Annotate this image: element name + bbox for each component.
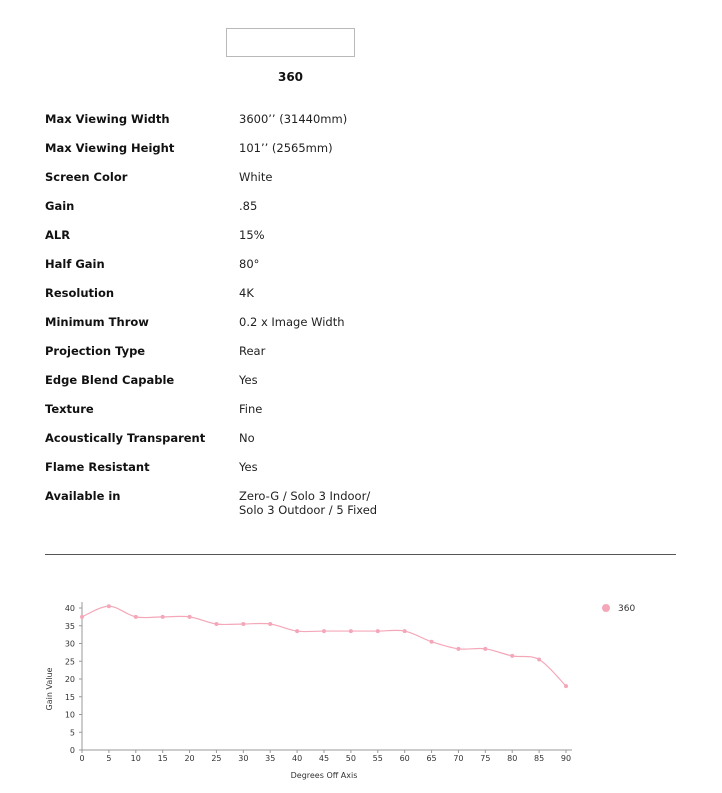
data-point	[483, 647, 487, 651]
x-tick-label: 25	[211, 754, 222, 763]
data-point	[80, 615, 84, 619]
spec-row-projection-type	[45, 344, 685, 373]
spec-label: Resolution	[45, 286, 115, 300]
spec-label: Available in	[45, 489, 121, 503]
product-name: 360	[277, 70, 304, 84]
spec-row-available-in	[45, 489, 685, 518]
spec-value: White	[239, 170, 273, 184]
x-tick-label: 20	[184, 754, 195, 763]
spec-label: Edge Blend Capable	[45, 373, 175, 387]
y-tick-label: 0	[69, 746, 75, 755]
y-tick-label: 15	[64, 692, 75, 702]
data-point	[403, 629, 407, 633]
spec-value: 101’’ (2565mm)	[239, 141, 333, 155]
spec-row-flame-resistant	[45, 460, 685, 489]
x-tick-label: 50	[345, 754, 356, 763]
spec-value: .85	[239, 199, 258, 213]
x-tick-label: 5	[106, 754, 112, 763]
spec-row-max-viewing-width	[45, 112, 685, 141]
x-tick-label: 10	[130, 754, 141, 763]
data-point	[376, 629, 380, 633]
spec-row-gain	[45, 199, 685, 228]
spec-row-half-gain	[45, 257, 685, 286]
x-tick-label: 40	[292, 754, 303, 763]
spec-value: Fine	[239, 402, 263, 416]
y-tick-label: 30	[64, 639, 75, 649]
data-point	[456, 647, 460, 651]
x-tick-label: 15	[157, 754, 168, 763]
legend-label: 360	[618, 604, 636, 614]
spec-value: No	[239, 431, 255, 445]
spec-label: Gain	[45, 199, 75, 213]
data-point	[107, 604, 111, 608]
spec-row-max-viewing-height	[45, 141, 685, 170]
data-point	[510, 654, 514, 658]
spec-value: Yes	[239, 373, 258, 387]
x-tick-label: 70	[453, 754, 464, 763]
spec-row-minimum-throw	[45, 315, 685, 344]
data-point	[537, 657, 541, 661]
data-point	[134, 615, 138, 619]
spec-value: 3600’’ (31440mm)	[239, 112, 348, 126]
spec-label: ALR	[45, 228, 71, 242]
spec-value: 0.2 x Image Width	[239, 315, 345, 329]
y-tick-label: 20	[64, 675, 75, 684]
data-point	[430, 640, 434, 644]
data-point	[214, 622, 218, 626]
data-point	[268, 622, 272, 626]
x-tick-label: 30	[238, 754, 249, 763]
spec-row-edge-blend	[45, 373, 685, 402]
data-point	[349, 629, 353, 633]
spec-label: Texture	[45, 402, 94, 416]
spec-label: Max Viewing Width	[45, 112, 170, 126]
spec-value: 4K	[239, 286, 254, 300]
x-tick-label: 60	[399, 754, 410, 763]
y-tick-label: 35	[64, 621, 75, 631]
spec-value: 80°	[239, 257, 260, 271]
data-point	[295, 629, 299, 633]
spec-row-resolution	[45, 286, 685, 315]
screen-color-swatch	[226, 28, 355, 57]
spec-label: Max Viewing Height	[45, 141, 175, 155]
spec-label: Projection Type	[45, 344, 146, 358]
spec-label: Half Gain	[45, 257, 105, 271]
x-axis-label: Degrees Off Axis	[290, 771, 358, 780]
spec-label: Flame Resistant	[45, 460, 150, 474]
x-tick-label: 65	[426, 754, 437, 763]
x-tick-label: 75	[480, 754, 491, 763]
data-point	[241, 622, 245, 626]
spec-label: Acoustically Transparent	[45, 431, 206, 445]
spec-label: Screen Color	[45, 170, 128, 184]
gain-chart	[0, 590, 722, 790]
spec-value: Rear	[239, 344, 266, 358]
spec-row-texture	[45, 402, 685, 431]
x-tick-label: 35	[265, 754, 276, 763]
x-tick-label: 55	[372, 754, 383, 763]
spec-value: Yes	[239, 460, 258, 474]
x-tick-label: 0	[79, 754, 85, 763]
spec-table	[45, 112, 685, 518]
spec-label: Minimum Throw	[45, 315, 149, 329]
data-point	[161, 615, 165, 619]
legend-marker	[602, 604, 610, 612]
x-tick-label: 85	[534, 754, 545, 763]
y-tick-label: 25	[64, 657, 75, 667]
x-tick-label: 90	[560, 754, 572, 763]
y-tick-label: 10	[64, 710, 75, 720]
data-point	[188, 615, 192, 619]
spec-row-screen-color	[45, 170, 685, 199]
spec-row-acoustically-transparent	[45, 431, 685, 460]
y-tick-label: 5	[69, 728, 75, 738]
data-point	[564, 684, 568, 688]
spec-row-alr	[45, 228, 685, 257]
x-tick-label: 80	[507, 754, 518, 763]
series-line	[82, 606, 566, 686]
spec-value: 15%	[239, 228, 265, 242]
spec-value: Zero-G / Solo 3 Indoor/ Solo 3 Outdoor / 5 Fixed	[239, 489, 378, 517]
x-tick-label: 45	[318, 754, 330, 763]
y-axis-label: Gain Value	[45, 667, 54, 711]
section-divider	[45, 554, 676, 555]
y-tick-label: 40	[64, 604, 75, 613]
data-point	[322, 629, 326, 633]
